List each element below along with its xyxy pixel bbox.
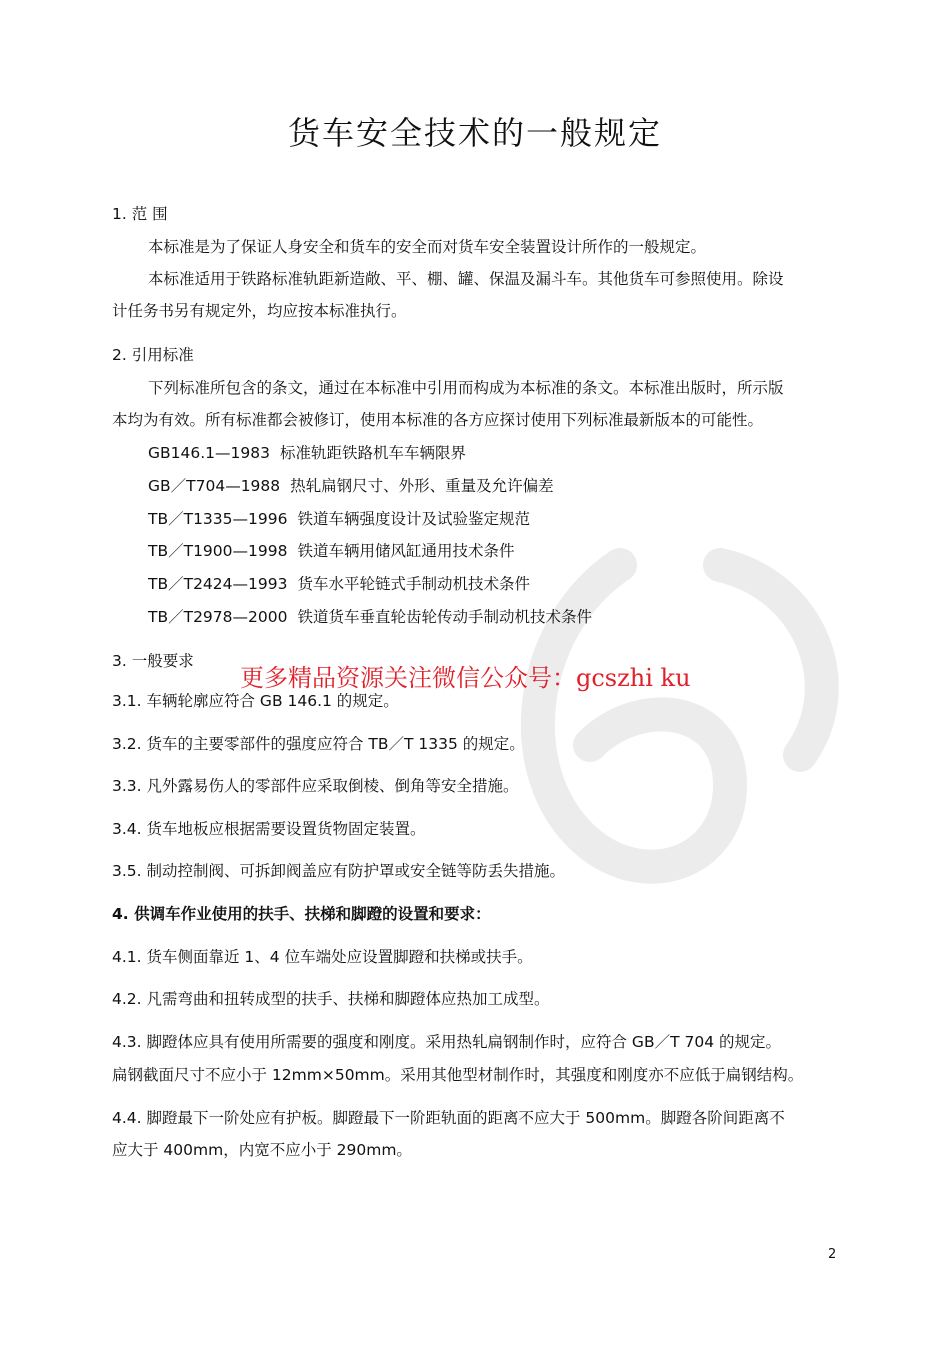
reference-name: 标准轨距铁路机车车辆限界: [279, 444, 466, 462]
requirement-item-4-2: 4.2. 凡需弯曲和扭转成型的扶手、扶梯和脚蹬体应热加工成型。: [112, 990, 550, 1008]
requirement-item: 3.5. 制动控制阀、可拆卸阀盖应有防护罩或安全链等防丢失措施。: [112, 862, 566, 880]
section-1-paragraph-1: 本标准是为了保证人身安全和货车的安全而对货车安全装置设计所作的一般规定。: [148, 238, 707, 256]
page-number: 2: [828, 1247, 837, 1262]
requirement-item: 3.4. 货车地板应根据需要设置货物固定装置。: [112, 820, 426, 838]
reference-item: [148, 606, 592, 628]
reference-name: 热轧扁钢尺寸、外形、重量及允许偏差: [290, 477, 554, 495]
watermark-logo: [470, 505, 890, 1025]
reference-name: 铁道车辆强度设计及试验鉴定规范: [297, 510, 530, 528]
reference-name: 货车水平轮链式手制动机技术条件: [297, 575, 530, 593]
requirement-item: 3.2. 货车的主要零部件的强度应符合 TB／T 1335 的规定。: [112, 735, 525, 753]
page-title: 货车安全技术的一般规定: [287, 114, 662, 152]
requirement-item-4-4-line-2: 应大于 400mm，内宽不应小于 290mm。: [112, 1141, 412, 1159]
reference-code: TB／T1335—1996: [148, 510, 288, 528]
section-1-paragraph-2-line-2: 计任务书另有规定外，均应按本标准执行。: [112, 302, 407, 320]
requirement-item-4-3-line-1: 4.3. 脚蹬体应具有使用所需要的强度和刚度。采用热轧扁钢制作时，应符合 GB／T 704 的规定。: [112, 1033, 781, 1051]
reference-item: [148, 540, 514, 562]
promo-banner: 更多精品资源关注微信公众号：gcszhi ku: [240, 664, 691, 692]
requirement-item: 3.3. 凡外露易伤人的零部件应采取倒棱、倒角等安全措施。: [112, 777, 519, 795]
section-3-heading: 3. 一般要求: [112, 652, 194, 670]
section-2-paragraph-line-2: 本均为有效。所有标准都会被修订，使用本标准的各方应探讨使用下列标准最新版本的可能性。: [112, 411, 764, 429]
section-1-paragraph-2-line-1: 本标准适用于铁路标准轨距新造敞、平、棚、罐、保温及漏斗车。其他货车可参照使用。除设: [148, 270, 784, 288]
reference-item: [148, 573, 530, 595]
reference-code: GB146.1—1983: [148, 444, 270, 462]
reference-code: TB／T2424—1993: [148, 575, 288, 593]
section-2-paragraph-line-1: 下列标准所包含的条文，通过在本标准中引用而构成为本标准的条文。本标准出版时，所示版: [148, 379, 784, 397]
reference-item: [148, 508, 530, 530]
requirement-item-4-1: 4.1. 货车侧面靠近 1、4 位车端处应设置脚蹬和扶梯或扶手。: [112, 948, 533, 966]
reference-code: TB／T1900—1998: [148, 542, 288, 560]
requirement-item: 3.1. 车辆轮廓应符合 GB 146.1 的规定。: [112, 692, 399, 710]
reference-item: [148, 442, 466, 464]
reference-item: [148, 475, 554, 497]
section-2-heading: 2. 引用标准: [112, 346, 194, 364]
section-4-heading: 4. 供调车作业使用的扶手、扶梯和脚蹬的设置和要求：: [112, 905, 491, 923]
requirement-item-4-4-line-1: 4.4. 脚蹬最下一阶处应有护板。脚蹬最下一阶距轨面的距离不应大于 500mm。脚蹬各阶间距离不: [112, 1109, 785, 1127]
reference-name: 铁道车辆用储风缸通用技术条件: [297, 542, 515, 560]
reference-name: 铁道货车垂直轮齿轮传动手制动机技术条件: [297, 608, 592, 626]
requirement-item-4-3-line-2: 扁钢截面尺寸不应小于 12mm×50mm。采用其他型材制作时，其强度和刚度亦不应低于扁钢结构。: [112, 1066, 804, 1084]
reference-code: TB／T2978—2000: [148, 608, 288, 626]
section-1-heading: 1. 范 围: [112, 205, 168, 223]
reference-code: GB／T704—1988: [148, 477, 281, 495]
